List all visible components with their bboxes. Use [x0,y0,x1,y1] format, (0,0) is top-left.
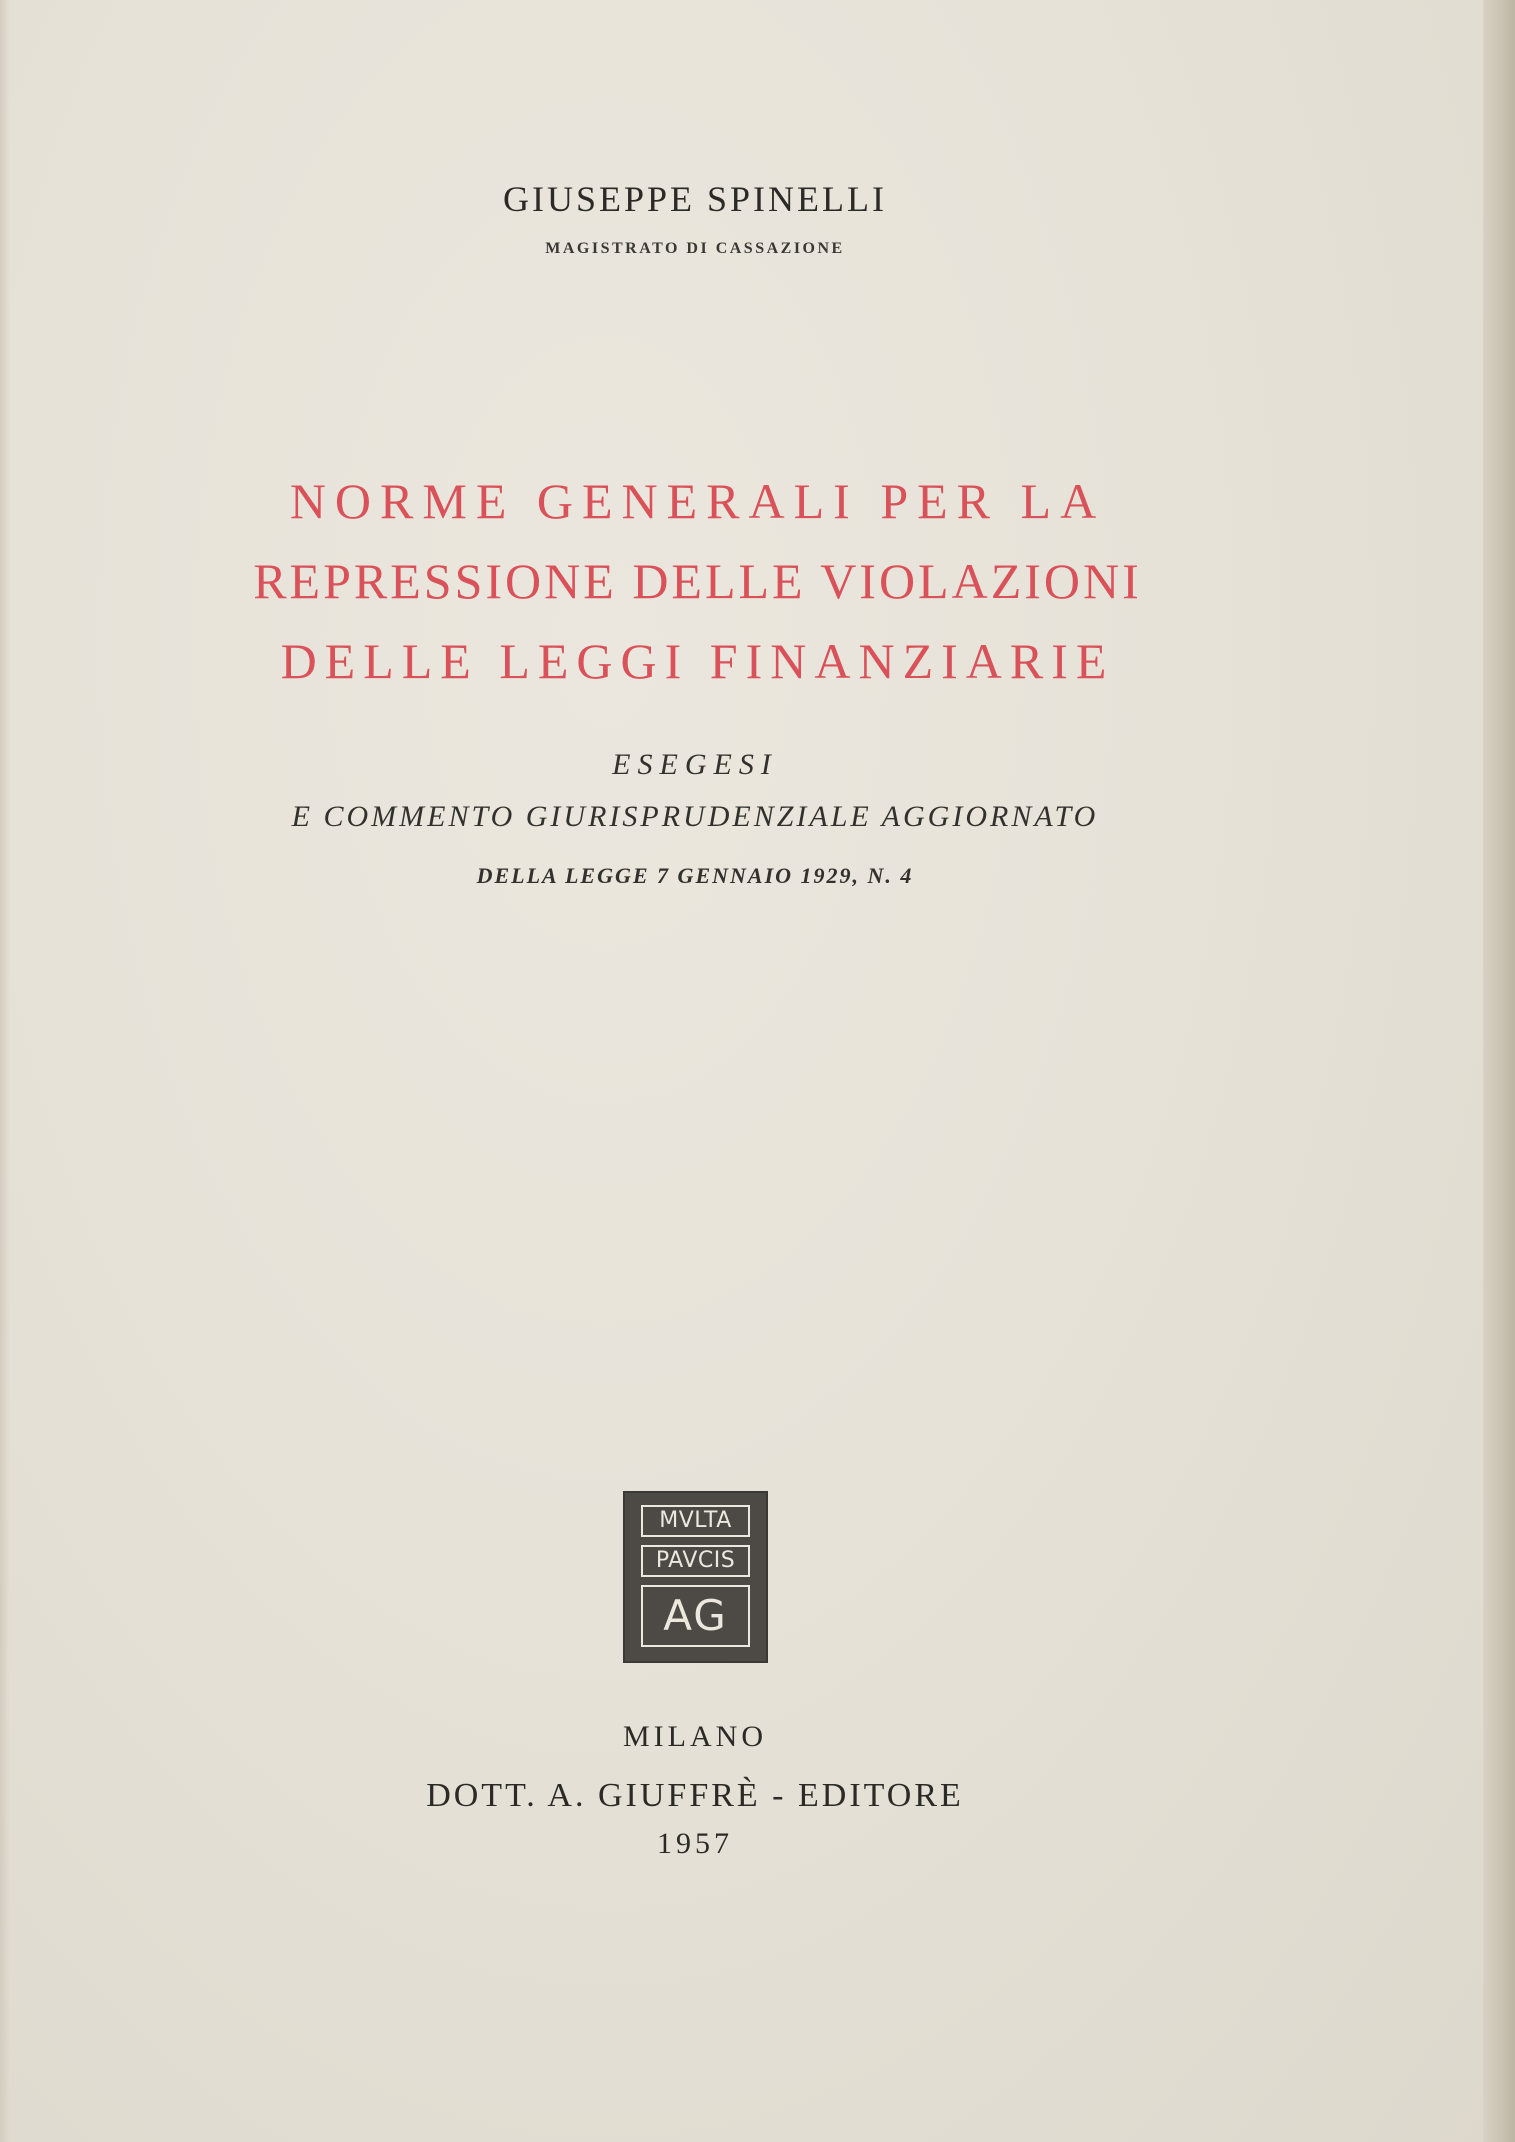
author-role: MAGISTRATO DI CASSAZIONE [545,240,845,257]
title-line-1: NORME GENERALI PER LA [289,473,1106,529]
publication-year: 1957 [657,1827,733,1860]
logo-motto-line-2: PAVCIS [641,1545,750,1577]
subtitle-line-3: DELLA LEGGE 7 GENNAIO 1929, N. 4 [476,863,914,888]
publisher-city: MILANO [623,1720,767,1753]
page-right-edge [1483,0,1515,2142]
author-name: GIUSEPPE SPINELLI [502,179,888,219]
logo-motto-line-1: MVLTA [641,1505,750,1537]
subtitle-line-1: ESEGESI [612,748,778,781]
page-left-edge [0,0,10,2142]
title-line-3: DELLE LEGGI FINANZIARIE [280,633,1115,689]
subtitle-line-2: E COMMENTO GIURISPRUDENZIALE AGGIORNATO [291,800,1099,833]
title-line-2: REPRESSIONE DELLE VIOLAZIONI [253,553,1142,609]
publisher-logo [623,1491,768,1663]
logo-monogram: AG [641,1585,750,1647]
publisher-name: DOTT. A. GIUFFRÈ - EDITORE [426,1777,964,1814]
